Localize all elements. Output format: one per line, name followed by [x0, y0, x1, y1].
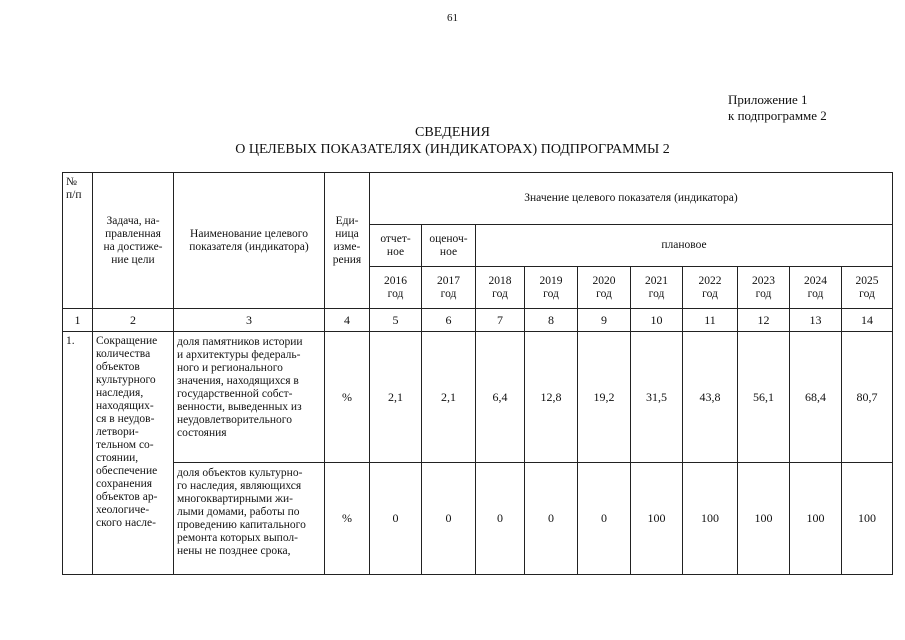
column-number: 2	[93, 309, 174, 332]
indicator-value: 56,1	[738, 332, 790, 463]
header-actual: отчет- ное	[370, 225, 422, 267]
header-task: Задача, на- правленная на достиже- ние цели	[93, 173, 174, 309]
column-number: 11	[683, 309, 738, 332]
column-number: 13	[790, 309, 842, 332]
column-number: 5	[370, 309, 422, 332]
header-year: 2018 год	[476, 267, 525, 309]
header-unit: Еди- ница изме- рения	[325, 173, 370, 309]
indicator-unit: %	[325, 463, 370, 575]
indicator-value: 2,1	[422, 332, 476, 463]
indicator-value: 100	[683, 463, 738, 575]
indicator-name: доля объектов культурно- го наследия, являющихся многоквартирными жи- лыми домами, работы по проведению капитального ремонта которых выпол- нены не позднее срока,	[174, 463, 325, 575]
indicator-value: 0	[578, 463, 631, 575]
header-year: 2019 год	[525, 267, 578, 309]
column-number: 14	[842, 309, 893, 332]
column-number: 6	[422, 309, 476, 332]
header-year: 2023 год	[738, 267, 790, 309]
indicator-value: 0	[370, 463, 422, 575]
column-number: 8	[525, 309, 578, 332]
column-number: 9	[578, 309, 631, 332]
indicator-value: 0	[525, 463, 578, 575]
task-text: Сокращение количества объектов культурного наследия, находящих- ся в неудов- летвори- тельном со- стоянии, обеспечение сохранения объектов ар- хеологиче- ского насле-	[93, 332, 174, 575]
title-line-1: СВЕДЕНИЯ	[415, 125, 490, 140]
appendix-note	[728, 92, 827, 124]
header-indicator: Наименование целевого показателя (индикатора)	[174, 173, 325, 309]
column-number: 1	[63, 309, 93, 332]
page-number: 61	[447, 12, 458, 24]
header-planned: плановое	[476, 225, 893, 267]
indicator-value: 100	[790, 463, 842, 575]
indicator-value: 100	[738, 463, 790, 575]
indicator-value: 100	[842, 463, 893, 575]
indicator-value: 100	[631, 463, 683, 575]
header-num: № п/п	[63, 173, 93, 309]
document-title	[0, 124, 905, 158]
header-year: 2020 год	[578, 267, 631, 309]
indicator-value: 6,4	[476, 332, 525, 463]
column-number: 10	[631, 309, 683, 332]
column-number: 12	[738, 309, 790, 332]
header-year: 2024 год	[790, 267, 842, 309]
indicator-value: 2,1	[370, 332, 422, 463]
indicator-value: 80,7	[842, 332, 893, 463]
header-year: 2016 год	[370, 267, 422, 309]
appendix-line-1: Приложение 1	[728, 92, 808, 107]
header-year: 2021 год	[631, 267, 683, 309]
header-year: 2025 год	[842, 267, 893, 309]
title-line-2: О ЦЕЛЕВЫХ ПОКАЗАТЕЛЯХ (ИНДИКАТОРАХ) ПОДПРОГРАММЫ 2	[235, 142, 670, 157]
header-year: 2017 год	[422, 267, 476, 309]
column-number: 3	[174, 309, 325, 332]
header-value-group: Значение целевого показателя (индикатора)	[370, 173, 893, 225]
column-number: 7	[476, 309, 525, 332]
indicator-value: 0	[476, 463, 525, 575]
indicator-value: 0	[422, 463, 476, 575]
indicator-value: 68,4	[790, 332, 842, 463]
header-year: 2022 год	[683, 267, 738, 309]
header-estimated: оценоч- ное	[422, 225, 476, 267]
appendix-line-2: к подпрограмме 2	[728, 108, 827, 123]
indicator-value: 43,8	[683, 332, 738, 463]
column-number: 4	[325, 309, 370, 332]
indicators-table	[62, 172, 893, 575]
indicator-value: 12,8	[525, 332, 578, 463]
indicator-unit: %	[325, 332, 370, 463]
row-number: 1.	[63, 332, 93, 575]
indicator-value: 31,5	[631, 332, 683, 463]
indicator-value: 19,2	[578, 332, 631, 463]
indicator-name: доля памятников истории и архитектуры федераль- ного и регионального значения, находящихся в государственной собст- венности, выведенных из неудовлетворительного состояния	[174, 332, 325, 463]
